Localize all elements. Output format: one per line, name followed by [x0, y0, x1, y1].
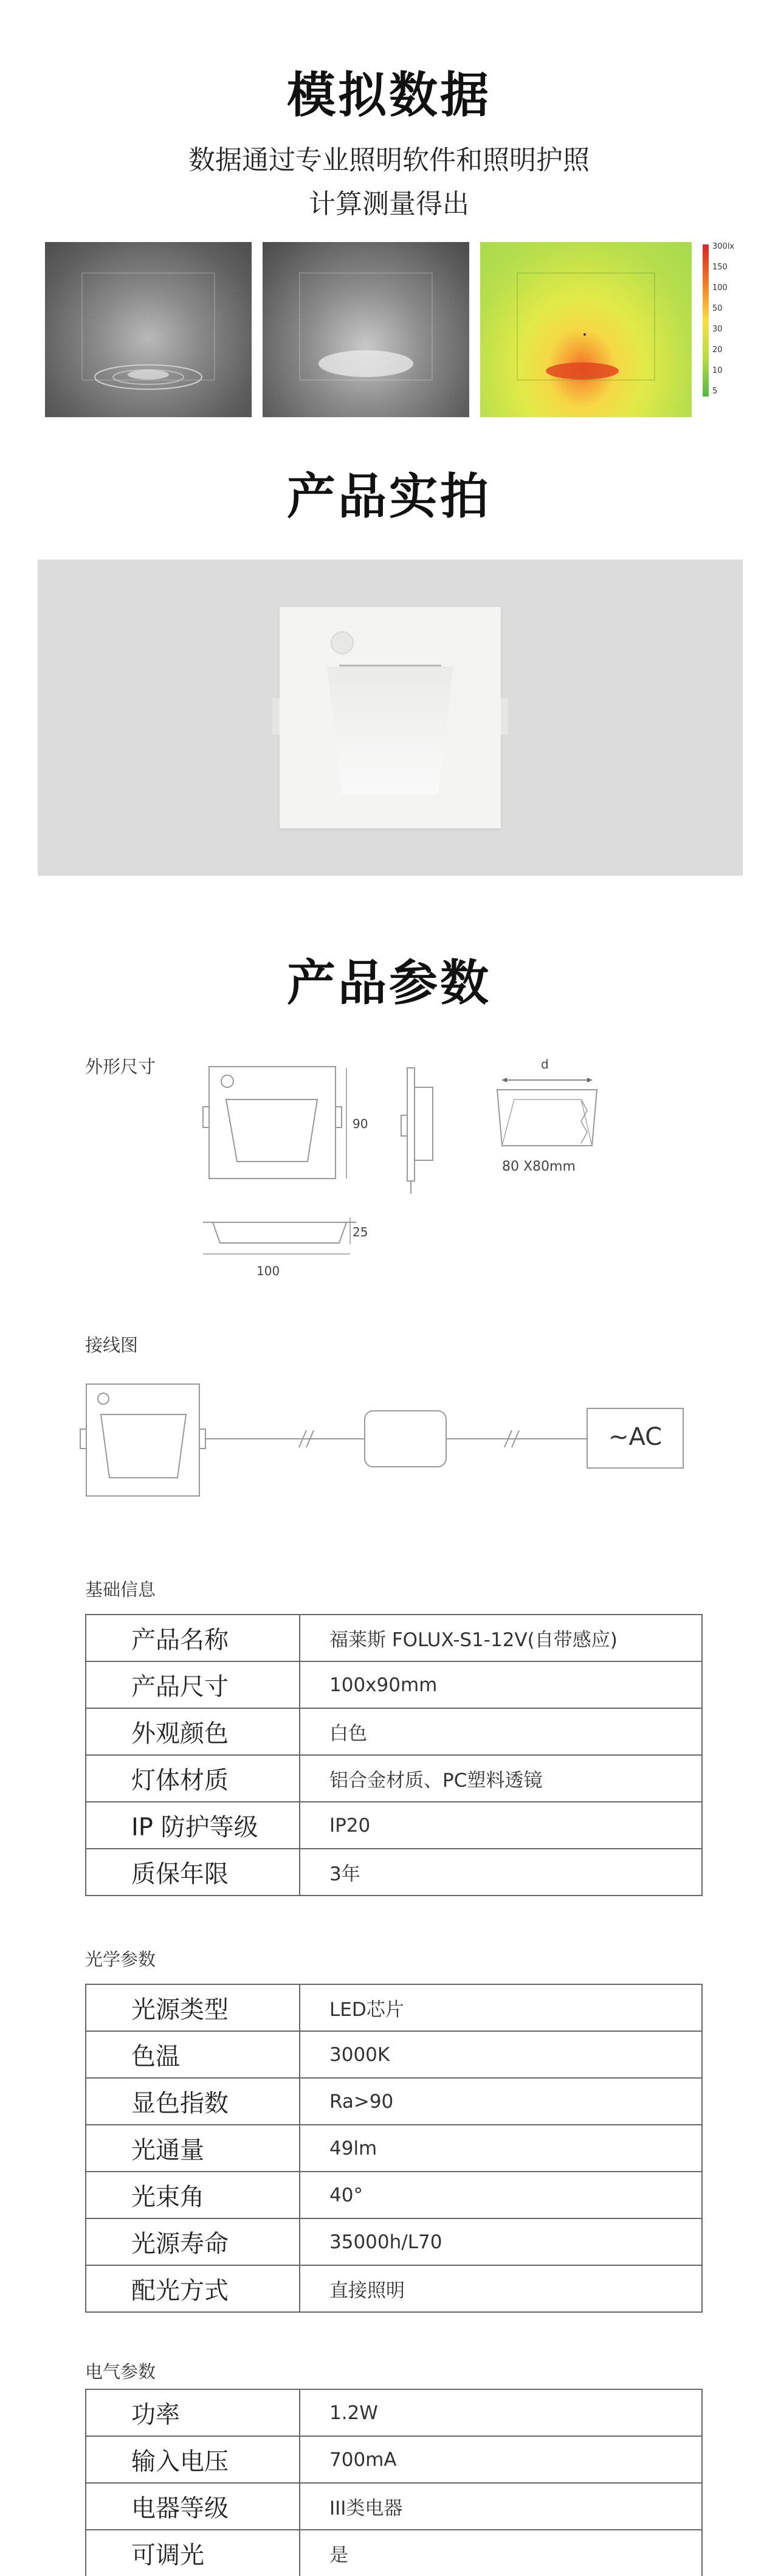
basic-info-table: [85, 1614, 703, 1896]
legend-label: 100: [712, 283, 728, 293]
param-value: 100x90mm: [329, 1674, 438, 1696]
table-row: [86, 2172, 701, 2219]
table-row: [86, 1849, 701, 1895]
electrical-table: [85, 2389, 703, 2576]
basic-info-label: 基础信息: [85, 1579, 156, 1600]
dimensions-label: 外形尺寸: [85, 1056, 156, 1077]
legend-label: 300lx: [712, 242, 735, 251]
table-row: [86, 2530, 701, 2576]
table-row: [86, 2390, 701, 2437]
d-dimension: d: [541, 1057, 549, 1072]
param-key: 配光方式: [86, 2266, 300, 2311]
simulation-subtitle-line1: 数据通过专业照明软件和照明护照: [188, 145, 590, 176]
param-value: 是: [329, 2544, 348, 2566]
param-key: 光通量: [86, 2125, 300, 2171]
param-value: 直接照明: [329, 2280, 405, 2302]
legend-label: 10: [712, 366, 723, 375]
param-value: 49lm: [329, 2137, 377, 2159]
table-row: [86, 2266, 701, 2311]
table-row: [86, 2437, 701, 2484]
height-dimension: 90: [353, 1117, 368, 1131]
table-row: [86, 2032, 701, 2079]
param-value: Ra>90: [329, 2090, 394, 2113]
param-value: LED芯片: [329, 1999, 404, 2021]
step-light-image: [280, 607, 501, 828]
param-value: 700mA: [329, 2448, 397, 2471]
param-key: 电器等级: [86, 2484, 300, 2529]
illuminance-legend: [703, 242, 739, 399]
table-row: [86, 1985, 701, 2032]
table-row: [86, 2219, 701, 2266]
table-row: [86, 2484, 701, 2530]
table-row: [86, 1662, 701, 1709]
param-key: 外观颜色: [86, 1709, 300, 1754]
front-view-drawing: [202, 1063, 360, 1185]
product-photo: [38, 559, 743, 876]
param-value: 40°: [329, 2184, 363, 2206]
legend-label: 5: [712, 387, 718, 396]
simulation-title: 模拟数据: [287, 67, 491, 123]
top-view-drawing: [490, 1068, 599, 1165]
legend-label: 30: [712, 325, 723, 334]
param-value: III类电器: [329, 2498, 403, 2519]
depth-dimension: 25: [353, 1225, 368, 1239]
param-key: 光束角: [86, 2172, 300, 2218]
table-row: [86, 1709, 701, 1756]
param-key: 输入电压: [86, 2437, 300, 2482]
photo-section-title: 产品实拍: [287, 468, 491, 525]
param-value: 福莱斯 FOLUX-S1-12V(自带感应): [329, 1629, 618, 1651]
param-value: 3000K: [329, 2043, 390, 2066]
optical-label: 光学参数: [85, 1949, 156, 1970]
param-key: 光源类型: [86, 1985, 300, 2031]
param-value: 1.2W: [329, 2401, 378, 2424]
simulation-render-light: [263, 242, 469, 417]
table-row: [86, 1756, 701, 1802]
param-key: 产品名称: [86, 1615, 300, 1661]
param-key: 质保年限: [86, 1849, 300, 1895]
param-value: 3年: [329, 1863, 360, 1885]
param-key: 显色指数: [86, 2079, 300, 2124]
param-value: 白色: [329, 1723, 367, 1745]
param-key: 可调光: [86, 2530, 300, 2576]
legend-label: 150: [712, 263, 728, 272]
table-row: [86, 2125, 701, 2172]
legend-label: 20: [712, 345, 723, 355]
simulation-subtitle-line2: 计算测量得出: [309, 189, 469, 220]
param-value: IP20: [329, 1814, 371, 1837]
electrical-label: 电气参数: [85, 2361, 156, 2382]
ac-input-label: ~AC: [608, 1423, 663, 1451]
legend-color-bar: [703, 244, 709, 396]
width-dimension: 100: [256, 1264, 280, 1278]
motion-sensor: [331, 631, 354, 654]
size-dimension: 80 X80mm: [502, 1159, 576, 1174]
table-row: [86, 1615, 701, 1662]
profile-view-drawing: [194, 1210, 365, 1259]
wiring-label: 接线图: [85, 1335, 139, 1356]
param-key: 光源寿命: [86, 2219, 300, 2265]
simulation-render-heatmap: [480, 242, 692, 417]
side-view-drawing: [394, 1063, 442, 1197]
table-row: [86, 2079, 701, 2125]
simulation-render-gray: [45, 242, 252, 417]
param-key: IP 防护等级: [86, 1802, 300, 1848]
legend-label: 50: [712, 304, 723, 313]
param-key: 色温: [86, 2032, 300, 2077]
optical-table: [85, 1984, 703, 2313]
param-key: 灯体材质: [86, 1756, 300, 1801]
param-key: 产品尺寸: [86, 1662, 300, 1708]
table-row: [86, 1802, 701, 1849]
param-value: 35000h/L70: [329, 2231, 442, 2253]
param-key: 功率: [86, 2390, 300, 2436]
param-value: 铝合金材质、PC塑料透镜: [329, 1770, 543, 1792]
params-section-title: 产品参数: [287, 955, 491, 1011]
